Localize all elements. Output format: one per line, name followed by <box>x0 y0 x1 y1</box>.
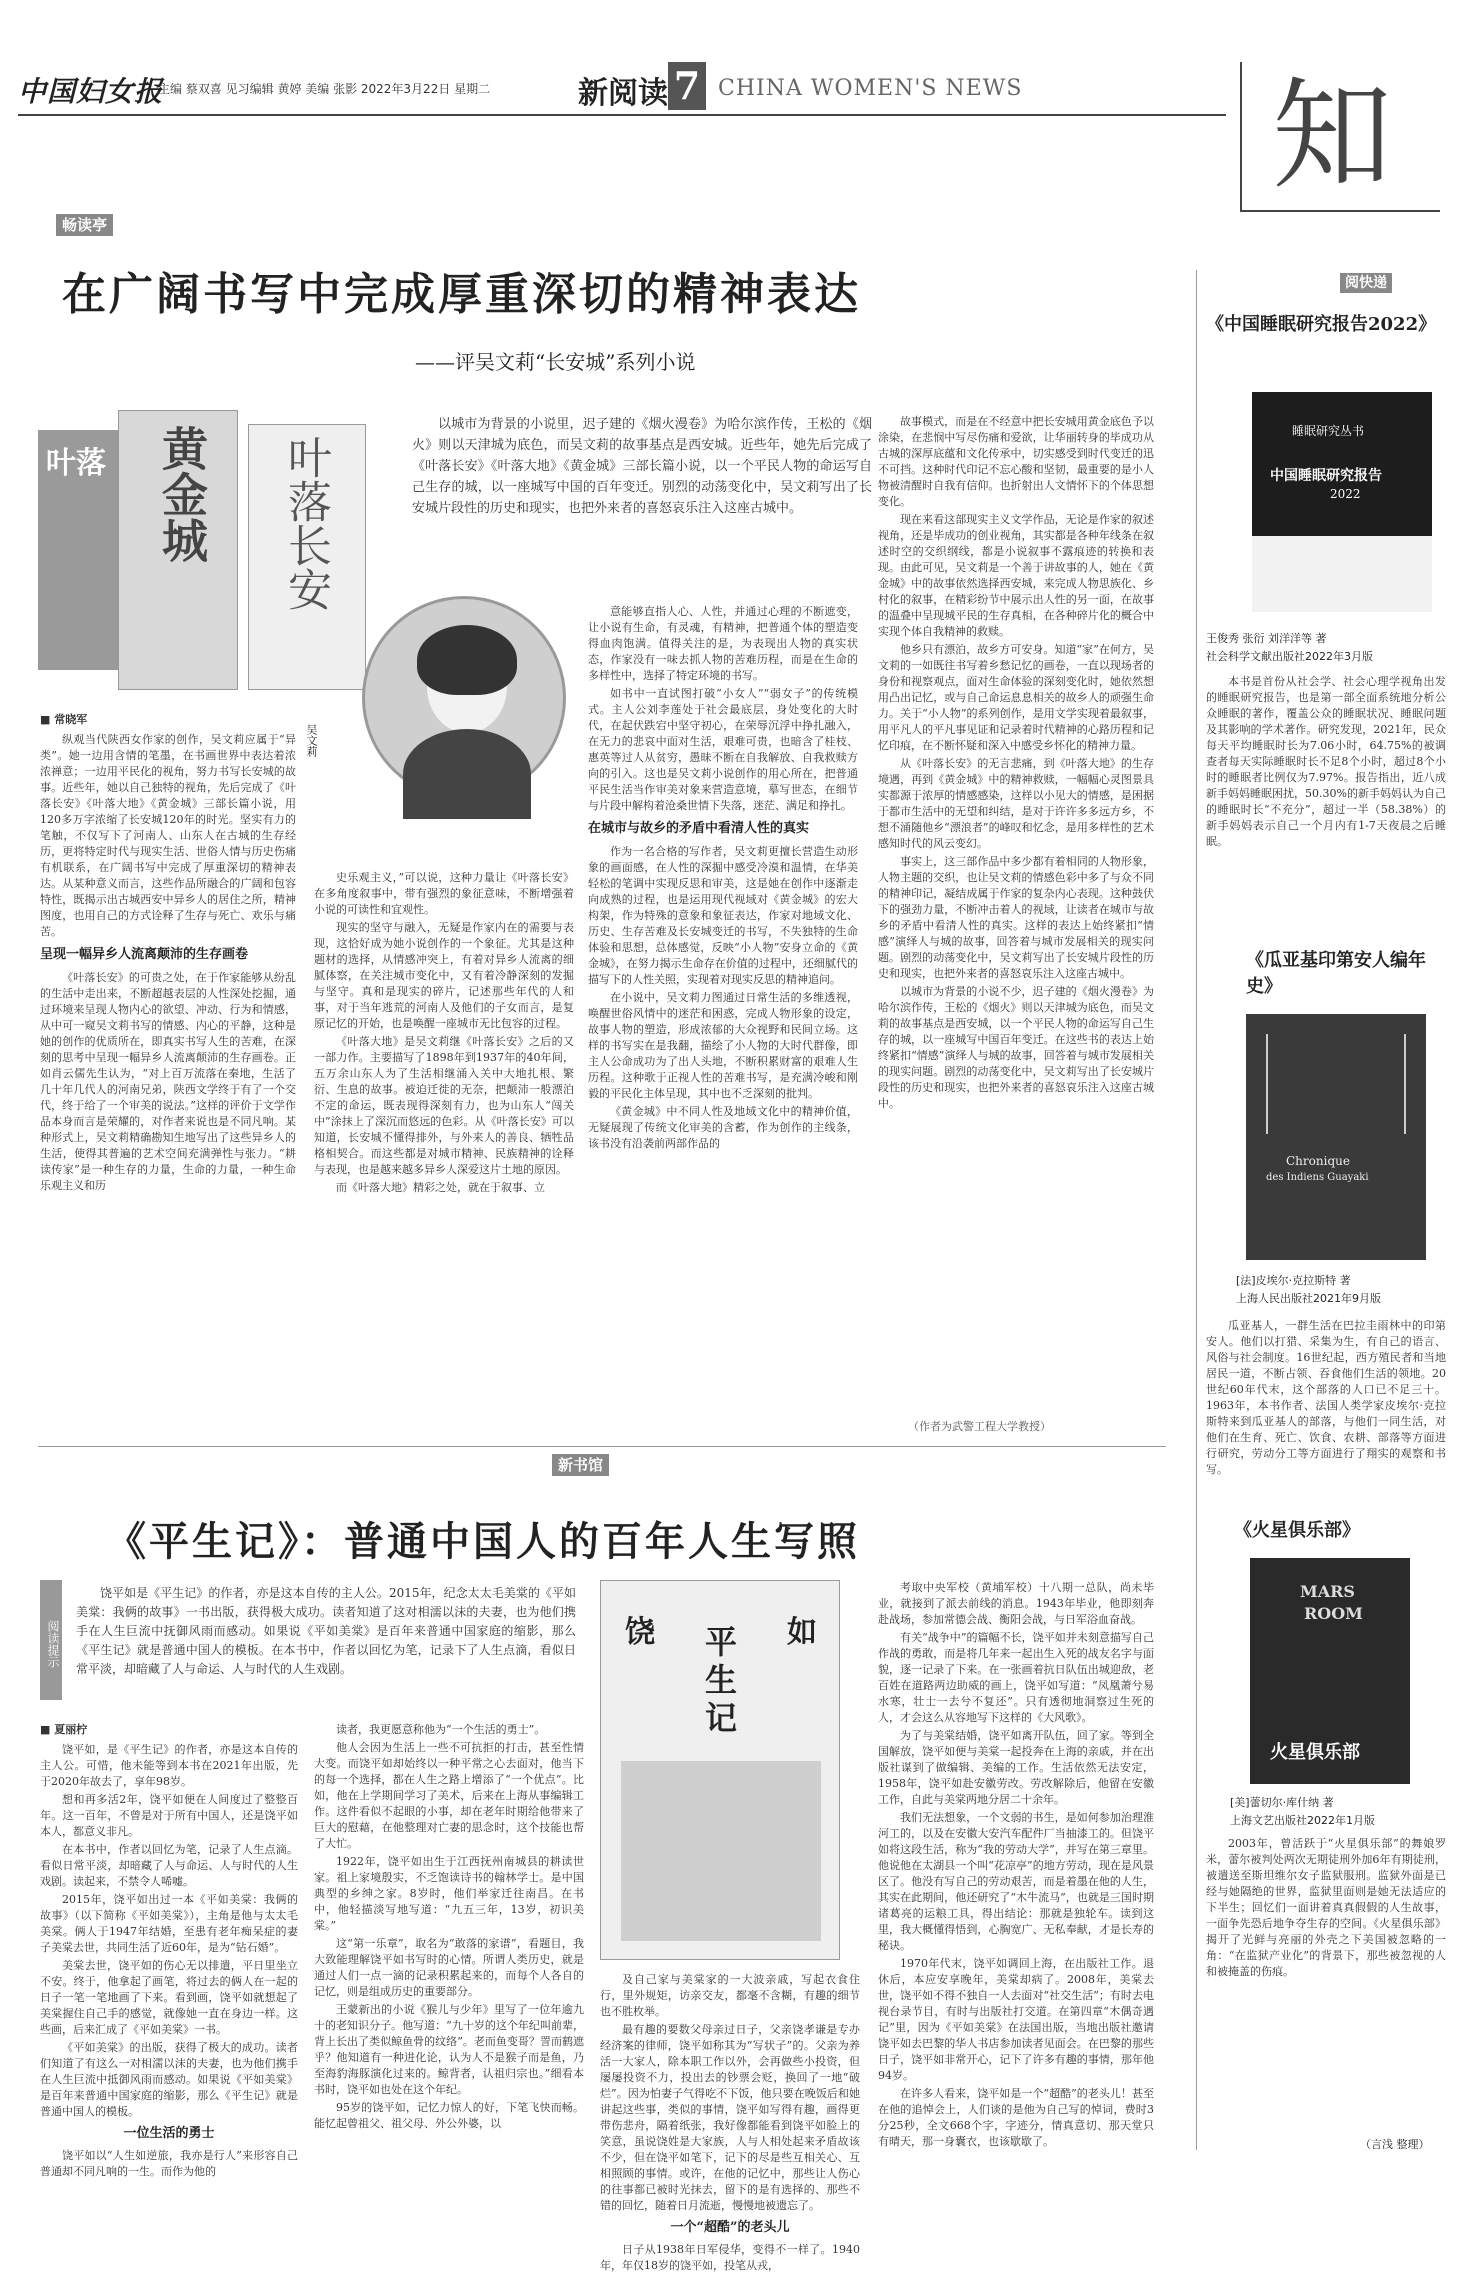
column-tag-1 <box>56 214 113 235</box>
book-cover-3 <box>248 424 366 690</box>
article2-col4-para: 我们无法想象，一个文弱的书生，是如何参加治理淮河工的，以及在安徽大安汽车配件厂当抽漆工的。但饶平如将这段生活，称为“我的劳动大学”，并写在第三章里。他说他在太湖县一个叫“花凉亭”的地方劳动，现在是风景区了。他没有写自己的劳动艰苦，而是着墨在他的人生，其实在此期间，他还研究了“木牛流马”，也就是三国时期诸葛亮的运粮工具，得出结论：那就是独轮车。读到这里，我大概懂得悟到，心胸宽广、无私奉献，才是长寿的秘诀。 <box>878 1811 1154 1952</box>
big-char: 知 <box>1272 67 1392 206</box>
sidebar-book-title: 《中国睡眠研究报告2022》 <box>1206 314 1437 335</box>
article2-col2-para: 95岁的饶平如，记忆力惊人的好，下笔飞快而畅。能忆起曾祖父、祖父母、外公外婆，以 <box>314 2101 584 2130</box>
sidebar-book-info1: [美]蕾切尔·库什纳 著 <box>1230 1796 1334 1809</box>
cover-char: 生 <box>705 1661 738 1699</box>
column-tag-2 <box>552 1454 609 1475</box>
author-portrait <box>362 596 566 800</box>
cover-char: 如 <box>787 1615 817 1650</box>
article1-col4 <box>878 414 1154 1414</box>
sidebar-book-cover <box>1250 1558 1410 1784</box>
sidebar-editor: （言浅 整理） <box>1360 2138 1430 2151</box>
article2-col2 <box>314 1722 584 2150</box>
column-tag-text: 畅读亭 <box>56 214 113 236</box>
article1-col3-para: 意能够直指人心、人性，并通过心理的不断遮变，让小说有生命，有灵魂，有精神，把普通个体的塑造变得血肉饱满。值得关注的是，为表现出人物的真实状态，作家没有一味去抓人物的苦难历程，而是在生命的多样性中，选择了特定环境的书写。 <box>588 605 858 682</box>
article1-col4-para: 故事模式，而是在不经意中把长安城用黄金底色予以涂染，在悲悯中写尽伤痛和爱欲，让华丽转身的毕成功从古城的深厚底蕴和文化传承中，切实感受到时代变迁的迅不可挡。这种时代印记不忘心酸和坚韧，最重要的是小人物被清醒时自我有信仰。也折射出人文情怀下的个体思想变化。 <box>878 415 1154 508</box>
cover-title: MARS <box>1300 1582 1355 1601</box>
article2-col4 <box>878 1580 1154 2150</box>
masthead-rule <box>18 114 1226 116</box>
sidebar-book-1 <box>1206 312 1446 972</box>
article2-col3-para: 最有趣的要数父母亲过日子，父亲饶孝谦是专办经济案的律师，饶平如称其为“写状子”的。父亲为养活一大家人，除本职工作以外，会再做些小投资，但屡屡投资不力，投出去的钞票会贬，换回了一地“破烂”。因为怕妻子气得吃不下饭，他只要在晚饭后和她讲起这些事，类似的事情，饶平如写得有趣，画得更带伤悲舟，隔着纸张，我好像都能看到饶平如脸上的笑意，虽说饶姓是大家族，人与人相处起来矛盾故该不少，但在饶平如笔下，记下的尽是些互相关心、互相照顾的事情。或许，在他的记忆中，那些让人伤心的往事都已被时光抹去，留下的是有选择的、那些不错的回忆，随着日月流逝，慢慢地被遗忘了。 <box>600 2023 860 2212</box>
sidebar-book-desc: 2003年，曾活跃于“火星俱乐部”的舞娘罗米，蕾尔被判处两次无期徒刑外加6年有期徒刑，被遣送至斯坦维尔女子监狱服刑。监狱外面是已经与她隔绝的世界，监狱里面则是她无法适应的下半生；回忆们一面讲着真真假假的人生故事，一面争先恐后地争夺生存的空间。《火星俱乐部》揭开了光鲜与亮丽的外壳之下美国被忽略的一角：“在监狱产业化”的背景下，那些被忽视的人和被掩盖的伤痕。 <box>1206 1837 1446 1978</box>
paper-name: 中国妇女报 <box>18 75 164 108</box>
cover-subtitle: des Indiens Guayaki <box>1266 1172 1369 1183</box>
article1-col2-para: 史乐观主义，”可以说，这种力量让《叶落长安》在多角度叙事中，带有强烈的象征意味，不断增强着小说的可读性和宜观性。 <box>314 871 574 916</box>
article1-author-note: （作者为武警工程大学教授） <box>908 1420 1051 1433</box>
section-name: 新阅读 <box>578 76 668 111</box>
article2-col2-para: 读者，我更愿意称他为“一个生活的勇士”。 <box>336 1723 546 1736</box>
article1-col1-para: 纵观当代陕西女作家的创作，吴文莉应属于“异类”。她一边用含情的笔墨，在书画世界中表达着浓浓禅意；一边用平民化的视角，努力书写长安城的故事。近些年，她以自己独特的视角，先后完成了《叶落长安》《叶落大地》《黄金城》三部长篇小说，用120多万字浓缩了长安城120年的时光。坚实有力的笔触，不仅写下了河南人、山东人在古城的生存经历，更将特定时代与现实生活、世俗人情与历史伤痛有机联系，在广阔书写中完成了厚重深切的精神表达。从某种意义而言，这些作品所融合的广阔和包容特性，既揭示出古城西安中异乡人的居住之所，精神图度，也用自己的方式诠释了生存与死亡、欢乐与痛苦。 <box>40 733 296 938</box>
article2-col2-para: 他人会因为生活上一些不可抗拒的打击，甚至性情大变。而饶平如却始终以一种平常之心去面对，他当下的每一个选择，都在人生之路上增添了“一个优点”。比如，他在上学期间学习了美术，后来在上海从事编辑工作。这件看似不起眼的小事，却在老年时期给他带来了巨大的慰藉，在他整理对亡妻的思念时，这个技能也帮了大忙。 <box>314 1741 584 1850</box>
masthead-meta: 主编 蔡双喜 见习编辑 黄婷 美编 张影 2022年3月22日 星期二 <box>158 82 491 96</box>
article1-col2 <box>314 870 574 1430</box>
sidebar-book-3 <box>1206 1518 1446 2148</box>
article2-col2-para: 1922年，饶平如出生于江西抚州南城县的耕读世家。祖上家境殷实，不乏饱读诗书的翰林学士。是中国典型的乡绅之家。8岁时，他们举家迁往南昌。在书中，他轻描淡写地写道：“九五三年，13岁，初识美棠。” <box>314 1855 584 1932</box>
sidebar-book-info1: 王俊秀 张衍 刘洋洋等 著 <box>1206 632 1327 645</box>
sidebar-book-info2: 社会科学文献出版社2022年3月版 <box>1206 650 1373 663</box>
article1-col2-para: 现实的坚守与融入，无疑是作家内在的需要与表现，这恰好成为她小说创作的一个象征。尤其是这种题材的选择，从情感冲突上，有着对异乡人流离的细腻体察，在关注城市变化中，又有着冷静深刻的发掘与坚守。真和是现实的碎片，记述那些年代的人和事，对于当年逃荒的河南人及他们的子女而言，是复原记忆的开始，也是唤醒一座城市无比包容的过程。 <box>314 921 574 1030</box>
sidebar-book-title: 《瓜亚基印第安人编年史》 <box>1246 950 1426 997</box>
article2-col2-para: 王蒙新出的小说《猴儿与少年》里写了一位年逾九十的老知识分子。他写道：“九十岁的这个年纪叫前辈，背上长出了类似鲸鱼骨的纹络”。老而鱼变哥？詈而鹤遮乎？他知道有一种进化论，认为人不是猴子而是鱼，乃至海豹海豚演化过来的。鲸背者，认祖归宗也。”细看本书时，饶平如也处在这个年纪。 <box>314 2003 584 2096</box>
sidebar-book-info1: [法]皮埃尔·克拉斯特 著 <box>1236 1274 1351 1287</box>
article2-col1-para: 美棠去世，饶平如的伤心无以排遣，平日里坐立不安。终于，他拿起了画笔，将过去的俩人在一起的日子一笔一笔地画了下来。看到画，饶平如就想起了美棠握住自己手的感觉，就像她一直在身边一样。这些画，后来汇成了《平如美棠》一书。 <box>40 1959 298 2036</box>
book-covers-illustration <box>38 410 368 700</box>
reading-tip-text: 饶平如是《平生记》的作者，亦是这本自传的主人公。2015年，纪念太太毛美棠的《平如美棠：我俩的故事》一书出版，获得极大成功。读者知道了这对相濡以沫的夫妻，也为他们携手在人生巨流中抚御风雨而感动。如果说《平如美棠》是百年来普通中国家庭的缩影，那么《平生记》就是普通中国人的模板。在本书中，作者以回忆为笔，记录下了人生点滴，看似日常平淡，却暗藏了人与命运、人与时代的人生戏剧。 <box>76 1586 576 1676</box>
article2-title: 《平生记》：普通中国人的百年人生写照 <box>106 1518 860 1565</box>
article1-col1-heading: 呈现一幅异乡人流离颠沛的生存画卷 <box>40 947 249 962</box>
article1-author: ■ 常晓军 <box>40 713 88 726</box>
cover-char: 记 <box>705 1699 738 1737</box>
article1-title: 在广阔书写中完成厚重深切的精神表达 <box>62 269 861 320</box>
sidebar-book-info2: 上海人民出版社2021年9月版 <box>1236 1292 1381 1305</box>
article1-col1 <box>40 712 296 1432</box>
sidebar-book-cover <box>1252 392 1432 612</box>
article2-col1-heading: 一位生活的勇士 <box>123 2126 215 2141</box>
cover-illustration-block <box>621 1761 821 1941</box>
article1-col4-para: 他乡只有漂泊，故乡方可安身。知道“家”在何方，吴文莉的一如既往书写着乡愁记忆的画卷，一直以现场者的身份和视察观点，面对生命体验的深刻变化时，她依然想用凸出记忆，或与自己命运息息相关的故乡人的顽强生命力。关于“小人物”的系列创作，是用文学实现着最叙事，用平凡人的平凡事见证和记录着时代精神的心路历程和记忆印痕，在不断怀疑和深入中感受乡怀化的精神力量。 <box>878 643 1154 752</box>
sidebar-tag-text: 阅快递 <box>1340 273 1392 293</box>
article1-col2-para: 而《叶落大地》精彩之处，就在于叙事、立 <box>336 1181 545 1194</box>
sidebar-book-desc: 瓜亚基人，一群生活在巴拉圭雨林中的印第安人。他们以打猎、采集为生，有自己的语言、风俗与社会制度。16世纪起，西方殖民者和当地居民一道，不断占领、吞食他们生活的领地。20世纪60年代末，这个部落的人口已不足三十。1963年，本书作者、法国人类学家皮埃尔·克拉斯特来到瓜亚基人的部落，与他们一同生活，对他们在生育、死亡、饮食、农耕、部落等方面进行研究，劳动分工等方面进行了翔实的观察和书写。 <box>1206 1319 1446 1476</box>
article1-col1b-para: 《叶落长安》的可贵之处，在于作家能够从纷乱的生活中走出来，不断超越表层的人性深处挖掘，通过环境来呈现人物内心的欲望、冲动、行为和情感，从中可一窥吴文莉书写的情感、内心的平静，这种是她的创作的优质所在，即真实书写人生的苦难，在深刻的思考中呈现一幅异乡人流离颠沛的生存画卷。正如肖云儒先生认为，“对上百万流落在秦地，生活了几十年几代人的河南兄弟，陕西文学终于有了一个交代，终于给了一个审美的说法。”这样的评价于文学作品本身而言是荣耀的，对作者来说也是不同凡响。某种形式上，吴文莉精确勘知生地写出了这些异乡人的生活，使得其普遍的艺术空间充满弹性与张力。“耕读传家”是一种生存的力量，生命的力量，一种生命乐观主义和历 <box>40 971 296 1192</box>
book-cover-1-title: 叶落 <box>46 446 106 481</box>
article1-col2-para: 《叶落大地》是吴文莉继《叶落长安》之后的又一部力作。主要描写了1898年到1937年的40年间，五万余山东人为了生活相继涌入关中大地扎根、繁衍、生息的故事。被迫迁徙的无奈，把颠沛一般漂泊不定的命运，既表现得深刻有力，也为山东人“闯关中”涂抹上了深沉而悠远的色彩。从《叶落长安》可以知道，长安城不懂得排外，与外来人的善良、牺牲品格相契合。而这些都是对城市精神、民族精神的诠释与表现，也是越来越多异乡人深爱这片土地的原因。 <box>314 1035 574 1176</box>
article2-col3-para: 及自己家与美棠家的一大波亲戚，写起衣食住行，里外规矩，访亲交友，都毫不含糊，有趣的细节也不胜枚举。 <box>600 1973 860 2018</box>
reading-tip-label: 阅读提示 <box>40 1580 62 1700</box>
article1-col3 <box>588 604 858 1434</box>
article2-col1-para: 《平如美棠》的出版，获得了极大的成功。读者们知道了有这么一对相濡以沫的夫妻，也为他们携手在人生巨流中抵御风雨而感动。如果说《平如美棠》是百年来普通中国家庭的缩影，那么《平生记》就是普通中国人的模板。 <box>40 2041 298 2118</box>
portrait-hair <box>417 625 517 695</box>
article1-col3-para: 作为一名合格的写作者，吴文莉更擅长营造生动形象的画面感，在人性的深掘中感受冷漠和温情，在华美轻松的笔调中实现反思和审美，这是她在创作中逐渐走向成熟的过程，也是运用现代视域对《黄金城》的宏大构架，作为特殊的意象和象征表达，作家对地域文化、历史、生存苦难及长安城变迁的书写，不失独特的生命体验和思想，总体感觉，反映“小人物”安身立命的《黄金城》，在努力揭示生命存在价值的过程中，还细腻代的描写下的人性关照，实现着对现实反思的精神追问。 <box>588 845 858 986</box>
article1-col4-para: 事实上，这三部作品中多少都有着相同的人物形象，人物主题的交织，也让吴文莉的情感色彩中多了与众不同的精神印记，凝结成属于作家的复杂内心表现。这种鼓伏下的强劲力量，不断冲击着人的视域，让读者在城市与故乡的矛盾中看清人性的真实。这样的表达上始终紧扣“情感”演绎人与城的故事，回答着与城市发展相关的现实问题。剧烈的动荡变化中，吴文莉写出了长安城片段性的历史和现实，也把外来者的喜怒哀乐注入这座古城中。 <box>878 855 1154 980</box>
pingshengji-cover <box>600 1580 840 1960</box>
sidebar-book-info2: 上海文艺出版社2022年1月版 <box>1230 1814 1375 1827</box>
article2-col1-para: 想和再多活2年，饶平如便在人间度过了整整百年。这一百年，不曾是对于所有中国人，还是饶平如本人，都意义非凡。 <box>40 1793 298 1838</box>
sidebar-rule <box>1196 270 1197 2150</box>
article1-subtitle: ——评吴文莉“长安城”系列小说 <box>415 350 696 374</box>
article2-col3-heading: 一个“超酷”的老头儿 <box>670 2220 790 2235</box>
big-char-box <box>1240 62 1440 212</box>
masthead <box>18 60 1226 118</box>
article2-col3-para: 日子从1938年日军侵华，变得不一样了。1940年，年仅18岁的饶平如，投笔从戎， <box>600 2243 860 2272</box>
article1-col4-para: 以城市为背景的小说不少，迟子建的《烟火漫卷》为哈尔滨作传，王松的《烟火》则以天津城为底色，而吴文莉的故事基点是西安城，以一个平民人物的命运写自己生存的城，以一座城写中国百年变迁。在这些书的表达上始终紧扣“情感”演绎人与城的故事，回答着与城市发展相关的现实问题。剧烈的动荡变化中，吴文莉写出了长安城片段性的历史和现实，也把外来者的喜怒哀乐注入这座古城中。 <box>878 985 1154 1110</box>
sidebar-book-cover <box>1246 1014 1426 1260</box>
article1-col3-heading: 在城市与故乡的矛盾中看清人性的真实 <box>588 821 810 836</box>
cover-char: 平 <box>705 1623 738 1661</box>
book-cover-1 <box>38 430 118 670</box>
article1-col3-para: 如书中一直试图打破“小女人”“弱女子”的传统模式。主人公刘李莲处于社会最底层，身处变化的大时代，在起伏跌宕中坚守初心，在荣辱沉浮中挣扎融入，在无力的悲哀中面对生活，艰难可贵，也暗含了桂枝、惠英等过人从贫穷，愚昧不断在自我解放、自我救赎方向的引入。这也是吴文莉小说创作的用心所在，把普通平民生活当作审美对象来营造意境，摹写世态，在细节与片段中解构着沧桑世情下失落，迷茫、满足和挣扎。 <box>588 687 858 812</box>
page-number: 7 <box>668 62 706 110</box>
sidebar-book-title: 《火星俱乐部》 <box>1234 1520 1360 1541</box>
reading-tip-box <box>40 1580 580 1710</box>
article1-lead <box>412 414 872 564</box>
cover-title: Chronique <box>1286 1154 1350 1168</box>
cover-char: 饶 <box>625 1615 655 1650</box>
section-divider <box>38 1446 1166 1447</box>
article2-col4-para: 有关“战争中”的篇幅不长，饶平如并未刻意描写自己作战的勇敢，而是将几年来一起出生入死的战友名字与面貌，逐一记录了下来。在一张画着抗日队伍出城迎敌，老百姓在道路两边助威的画上，饶平如写道：“凤凰萧兮易水寒，壮士一去兮不复还”。只有透彻地洞察过生死的人，才会这么从容地写下这样的《大风歌》。 <box>878 1631 1154 1724</box>
article1-col3-para: 在小说中，吴文莉力图通过日常生活的多维透视，唤醒世俗风情中的迷茫和困惑，完成人物形象的设定，故事人物的塑造，形成浓郁的大众视野和民间立场。这样的书写实在是我翻，描绘了小人物的大时代群像，即主人公命成功为了出人头地，不断积累财富的艰难人生历程。这种歌于正视人性的苦难书写，是充满冷峻和刚毅的平民化主体呈现，其中也不乏深刻的批判。 <box>588 991 858 1100</box>
article2-col1-para: 在本书中，作者以回忆为笔，记录了人生点滴。看似日常平淡，却暗藏了人与命运、人与时代的人生戏剧。读起来，不禁令人唏嘘。 <box>40 1843 298 1888</box>
sidebar-tag <box>1340 272 1392 292</box>
article2-col4-para: 1970年代末，饶平如调回上海，在出版社工作。退休后，本应安享晚年，美棠却病了。2008年，美棠去世，饶平如不得不独自一人去面对“社交生活”；有时去电视台录节目，有时与出版社打交道。在第四章“木偶奇遇记”里，因为《平如美棠》在法国出版，当地出版社邀请饶平如去巴黎的华人书店参加读者见面会。在巴黎的那些日子，饶平如非常开心，记下了许多有趣的事情，那年他94岁。 <box>878 1957 1154 2082</box>
cover-art <box>1266 1034 1406 1134</box>
cover-year: 2022 <box>1330 487 1361 501</box>
book-cover-3-title: 叶落长安 <box>280 435 331 611</box>
cover-lower-band <box>1252 536 1432 612</box>
article2-col1-para: 饶平如，是《平生记》的作者，亦是这本自传的主人公。可惜，他未能等到本书在2021年出版，先于2020年故去了，享年98岁。 <box>40 1743 298 1788</box>
article2-col4-para: 在许多人看来，饶平如是一个“超酷”的老头儿！甚至在他的追悼会上，人们谈的是他为自己写的悼词，费时3分25秒，全文668个字，字迹分，情真意切、那天堂只有晴天，那一身囊衣，也该歇歇了。 <box>878 2087 1154 2148</box>
book-cover-2-title: 黄金城 <box>155 425 209 563</box>
article1-col3-para: 《黄金城》中不同人性及地域文化中的精神价值，无疑展现了传统文化审美的含蓄，作为创作的主线条，该书没有沿袭前两部作品的 <box>588 1105 858 1150</box>
article2-col2-para: 这“第一乐章”，取名为“敢落的家谱”，看题目，我大致能理解饶平如书写时的心情。所谓人类历史，就是通过人们一点一滴的记录积累起来的，而每个人各自的记忆，则是组成历史的重要部分。 <box>314 1937 584 1998</box>
sidebar-book-2 <box>1206 948 1446 1508</box>
book-cover-2 <box>118 410 238 690</box>
article2-col3 <box>600 1972 860 2272</box>
article2-author: ■ 夏丽柠 <box>40 1723 88 1736</box>
column-tag-text: 新书馆 <box>552 1454 609 1476</box>
cover-series: 睡眠研究丛书 <box>1292 424 1365 438</box>
sidebar-book-desc: 本书是首份从社会学、社会心理学视角出发的睡眠研究报告，也是第一部全面系统地分析公众睡眠的著作，覆盖公众的睡眠状况、睡眠问题及其影响的学术著作。研究发现，2021年，民众每天平均睡眠时长为7.06小时，64.75%的被调查者每天实际睡眠时长不足8个小时，超过8个小时的睡眠者比例仅为7.97%。报告指出，近八成新手妈妈睡眠困扰，50.30%的新手妈妈认为自己的睡眠时长“不充分”，超过一半（58.38%）的新手妈妈表示自己一个月内有1-7天夜晨之后睡眠。 <box>1206 675 1446 848</box>
article1-col4-para: 从《叶落长安》的无言悲痛，到《叶落大地》的生存境遇，再到《黄金城》中的精神救赎，一幅幅心灵图景具实都源于浓厚的情感感染，这样以小见大的情感，是困据于都市生活中的无望和纠结，是对于许许多多远方乡，不想不涌随他乡“漂浪者”的峰叹和忆念，是用多样性的艺术感知时代的风云变幻。 <box>878 757 1154 850</box>
portrait-shoulders <box>403 729 531 819</box>
article2-col1-para: 饶平如以“人生如逆旅，我亦是行人”来形容自己普通却不同凡响的一生。而作为他的 <box>40 2149 298 2178</box>
cover-subtitle: ROOM <box>1304 1604 1363 1623</box>
article2-col4-para: 为了与美棠结婚，饶平如离开队伍，回了家。等到全国解放，饶平如便与美棠一起投奔在上海的亲戚，并在出版社谋到了做编辑、美编的工作。生活依然无法安定，1958年，饶平如赴安徽劳改。劳改解除后，他留在安徽工作，自此与美棠两地分居二十余年。 <box>878 1729 1154 1806</box>
cover-title: 中国睡眠研究报告 <box>1270 468 1382 484</box>
lead-text: 以城市为背景的小说里，迟子建的《烟火漫卷》为哈尔滨作传，王松的《烟火》则以天津城为底色，而吴文莉的故事基点是西安城。近些年，她先后完成了《叶落长安》《叶落大地》《黄金城》三部长篇小说，以一个平民人物的命运写自己生存的城，以一座城写中国的百年变迁。别烈的动荡变化中，吴文莉写出了长安城片段性的历史和现实，也把外来者的喜怒哀乐注入这座古城中。 <box>412 417 872 516</box>
portrait-caption: 吴文莉 <box>305 724 318 757</box>
article1-col4-para: 现在来看这部现实主义文学作品，无论是作家的叙述视角，还是毕成功的创业视角，其实都是各种年线条在叙述时空的交织纲线，都是小说叙事不露痕迹的转换和表现。由此可见，吴文莉是一个善于讲故事的人，她在《黄金城》中的故事依然选择西安城，来完成人物思族化、乡村化的叙事，在精彩纷节中展示出人性的另一面，在故事的温叠中呈现城平民的生存真相，在各种碎片化的概合中实现个体自我精神的救赎。 <box>878 513 1154 638</box>
article2-col1-para: 2015年，饶平如出过一本《平如美棠：我俩的故事》（以下简称《平如美棠》），主角是他与太太毛美棠。俩人于1947年结婚，至患有老年痴呆症的妻子美棠去世，共同生活了近60年，是为“钻石婚”。 <box>40 1893 298 1954</box>
article2-col1 <box>40 1722 298 2178</box>
paper-en-name: CHINA WOMEN'S NEWS <box>718 76 1023 101</box>
cover-cn-title: 火星俱乐部 <box>1270 1742 1360 1763</box>
article2-col4-para: 考取中央军校（黄埔军校）十八期一总队，尚未毕业，就接到了派去前线的消息。1943年毕业，他即刻奔赴战场，参加常德会战、衡阳会战，与日军浴血奋战。 <box>878 1581 1154 1626</box>
